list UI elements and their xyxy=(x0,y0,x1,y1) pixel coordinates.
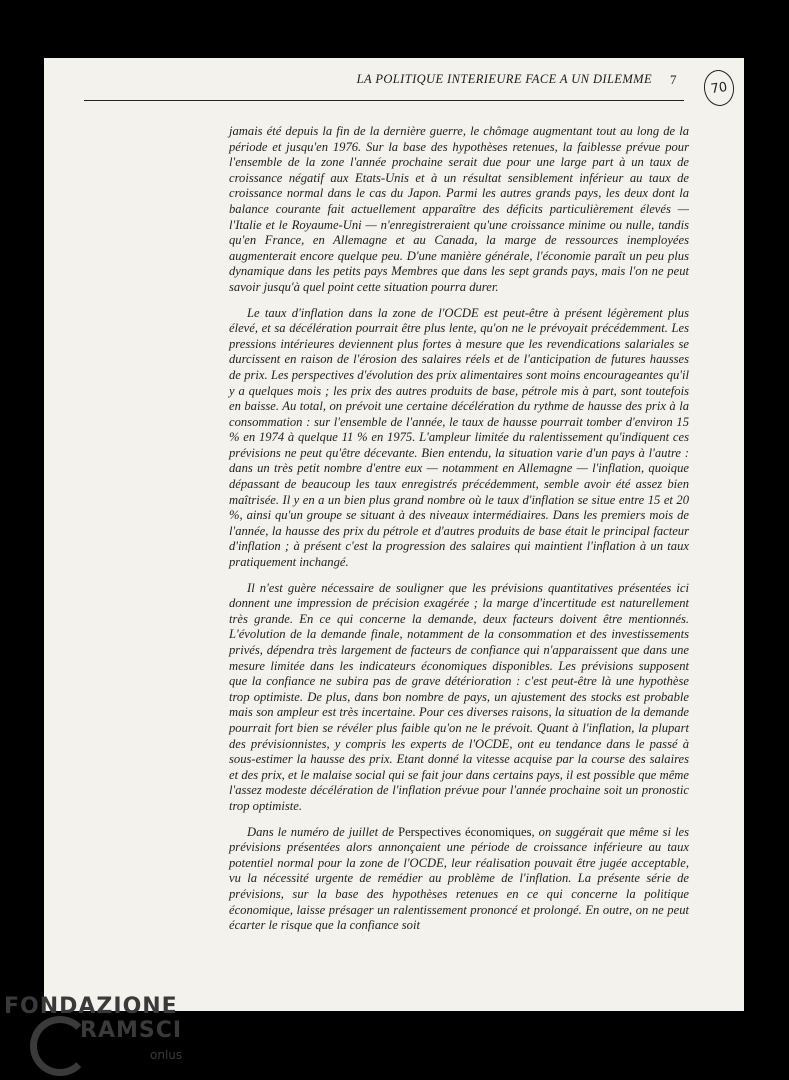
document-page xyxy=(44,58,744,1011)
body-text xyxy=(229,124,689,944)
page-header xyxy=(44,72,744,92)
paragraph-2: Le taux d'inflation dans la zone de l'OCDE est peut-être à présent légèrement plus élevé, et sa décélération pourrait être plus lente, qu'on ne le prévoyait précédemment. Les pressions intérieures deviennent plus fortes à mesure que les revendications salariales se durcissent en raison de l'érosion des salaires réels et de l'anticipation de futures hausses de prix. Les perspectives d'évolution des prix alimentaires sont moins encourageantes qu'il y a quelques mois ; les prix des autres produits de base, pétrole mis à part, sont toutefois en baisse. Au total, on prévoit une certaine décélération du rythme de hausse des prix à la consommation : sur l'ensemble de l'année, le taux de hausse pourrait tomber d'environ 15 % en 1974 à quelque 11 % en 1975. L'ampleur limitée du ralentissement qu'indiquent ces prévisions ne peut qu'être décevante. Bien entendu, la situation varie d'un pays à l'autre : dans un très petit nombre d'entre eux — notamment en Allemagne — l'inflation, quoique dépassant de beaucoup les taux enregistrés précédemment, semble avoir été assez bien maîtrisée. Il y en a un bien plus grand nombre où le taux d'inflation se situe entre 15 et 20 %, ainsi qu'un groupe se situant à des niveaux intermédiaires. Dans les premiers mois de l'année, la hausse des prix du pétrole et d'autres produits de base était le principal facteur d'inflation ; à présent c'est la progression des salaires qui maintient l'inflation à un taux pratiquement inchangé. xyxy=(229,305,689,570)
fondazione-gramsci-watermark xyxy=(0,990,200,1080)
header-rule xyxy=(84,100,684,101)
paragraph-3: Il n'est guère nécessaire de souligner que les prévisions quantitatives présentées ici donnent une impression de précision exagérée ; la marge d'incertitude est naturellement très grande. En ce qui concerne la demande, deux facteurs doivent être mentionnés. L'évolution de la demande finale, notamment de la consommation et des investissements privés, dépendra très largement de facteurs de confiance qui n'apparaissent que dans une mesure limitée dans les indicateurs économiques disponibles. Les prévisions supposent que la confiance ne subira pas de grave détérioration : c'est peut-être là une hypothèse trop optimiste. De plus, dans bon nombre de pays, un ajustement des stocks est probable mais son ampleur est très incertaine. Pour ces diverses raisons, la situation de la demande pourrait fort bien se révéler plus faible qu'on ne le prévoit. Quant à l'inflation, la plupart des prévisionnistes, y compris les experts de l'OCDE, ont eu tendance dans le passé à sous-estimer la hausse des prix. Etant donné la vitesse acquise par la course des salaires et des prix, et le malaise social qui se fait jour dans certains pays, il est possible que même l'assez modeste décélération de l'inflation prévue pour l'année prochaine soit un pronostic trop optimiste. xyxy=(229,580,689,813)
journal-title: Perspectives économiques xyxy=(398,824,532,839)
paragraph-1: jamais été depuis la fin de la dernière guerre, le chômage augmentant tout au long de la période et jusqu'en 1976. Sur la base des hypothèses retenues, la faiblesse prévue pour l'ensemble de la zone l'année prochaine serait due pour une large part à un taux de croissance négatif aux Etats-Unis et à un résultat sensiblement inférieur au taux de croissance normal dans le cas du Japon. Parmi les autres grands pays, les deux dont la balance courante fait actuellement apparaître des déficits particulièrement élevés — l'Italie et le Royaume-Uni — n'enregistreraient qu'une croissance minime ou nulle, tandis qu'en France, en Allemagne et au Canada, la marge de ressources inemployées augmenterait encore quelque peu. D'une manière générale, l'économie paraît un peu plus dynamique dans les petits pays Membres que dans les sept grands pays, mais l'on ne peut savoir jusqu'à quel point cette situation pourra durer. xyxy=(229,124,689,294)
watermark-line1: FONDAZIONE xyxy=(4,994,178,1019)
page-number: 7 xyxy=(670,72,677,87)
archive-stamp: 70 xyxy=(702,68,737,108)
paragraph-4 xyxy=(229,825,689,934)
watermark-line2: RAMSCI xyxy=(80,1018,183,1043)
paragraph-4-after: , on suggérait que même si les prévisions présentées alors annonçaient une période de croissance inférieure au taux potentiel normal pour la zone de l'OCDE, leur réalisation pouvait être jugée acceptable, vu la nécessité urgente de remédier au problème de l'inflation. La présente série de prévisions, sur la base des hypothèses retenues en ce qui concerne la politique économique, laisse présager un ralentissement prononcé et prolongé. En outre, on ne peut écarter le risque que la confiance soit xyxy=(229,824,689,933)
paragraph-4-before: Dans le numéro de juillet de xyxy=(247,824,399,839)
running-title: LA POLITIQUE INTERIEURE FACE A UN DILEMME xyxy=(356,72,652,86)
watermark-line3: onlus xyxy=(150,1048,183,1062)
